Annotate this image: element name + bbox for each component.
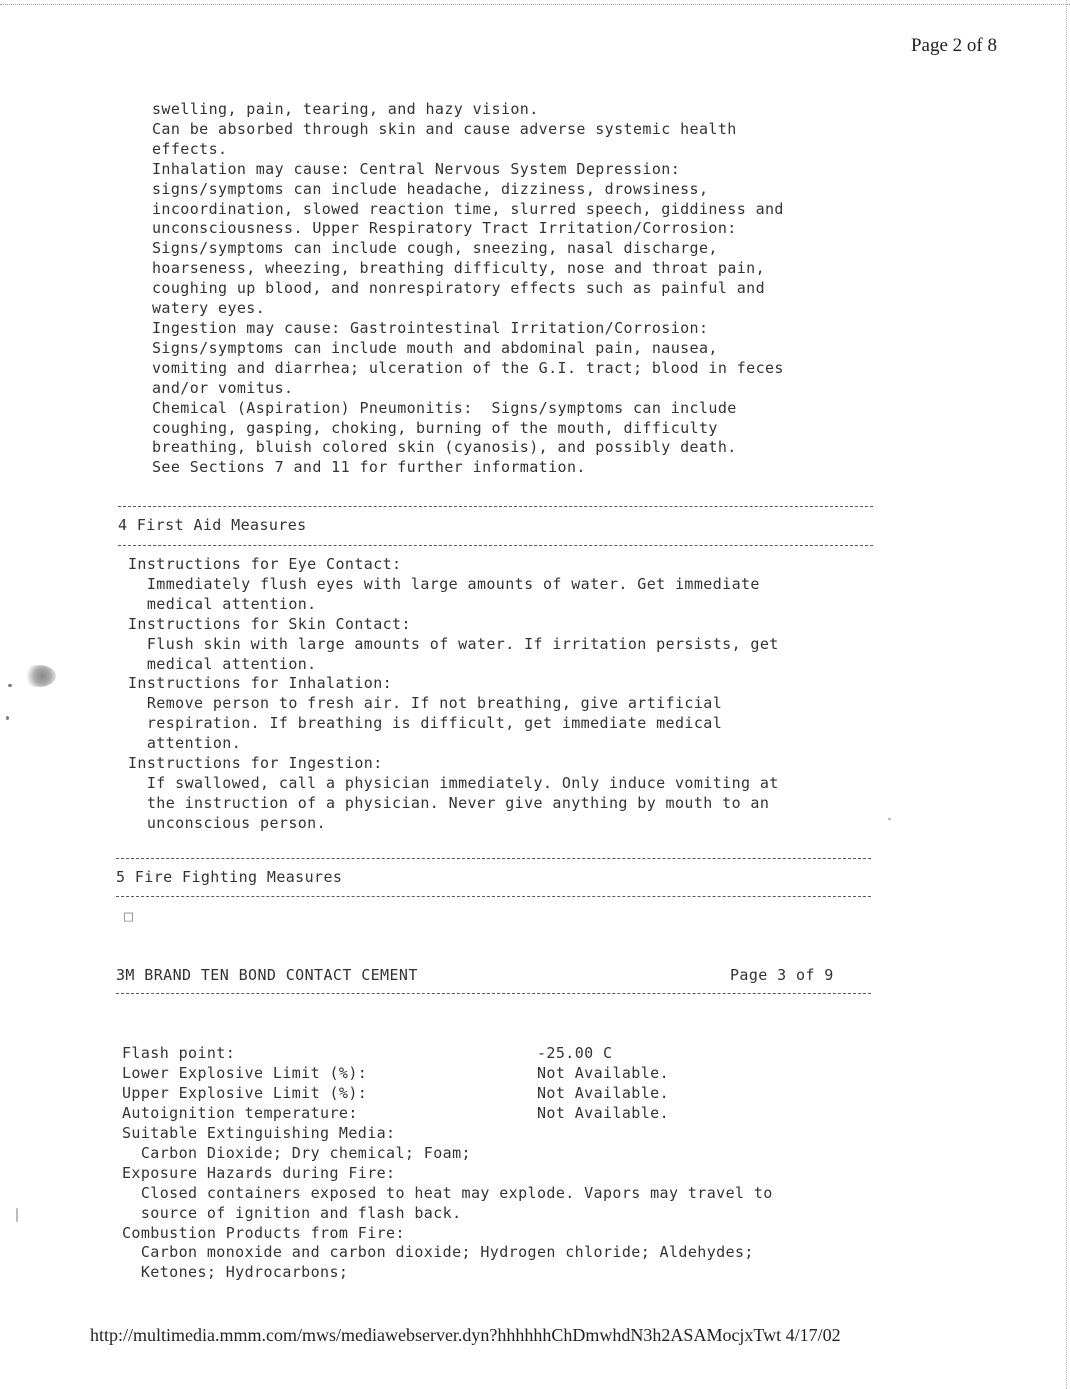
- text-line: the instruction of a physician. Never give anything by mouth to an: [128, 793, 770, 812]
- text-line: Instructions for Skin Contact:: [128, 614, 411, 633]
- property-label: Upper Explosive Limit (%):: [122, 1083, 368, 1102]
- text-line: Suitable Extinguishing Media:: [122, 1124, 396, 1142]
- fire-details: [122, 1124, 773, 1283]
- text-line: unconsciousness. Upper Respiratory Tract Irritation/Corrosion:: [152, 219, 737, 238]
- text-line: vomiting and diarrhea; ulceration of the G.I. tract; blood in feces: [152, 358, 784, 377]
- text-line: Signs/symptoms can include mouth and abdominal pain, nausea,: [152, 338, 718, 357]
- inner-header-rule: [116, 993, 871, 994]
- text-line: effects.: [152, 139, 228, 158]
- text-line: Ketones; Hydrocarbons;: [122, 1263, 349, 1282]
- text-line: Combustion Products from Fire:: [122, 1223, 405, 1242]
- text-line: coughing, gasping, choking, burning of the mouth, difficulty: [152, 418, 718, 437]
- scan-speck: [8, 684, 12, 687]
- property-label: Flash point:: [122, 1044, 236, 1062]
- text-line: and/or vomitus.: [152, 378, 294, 397]
- scan-smudge: [22, 665, 56, 687]
- section4-body: [128, 555, 779, 834]
- inner-page-number: Page 3 of 9: [730, 966, 834, 984]
- text-line: respiration. If breathing is difficult, get immediate medical: [128, 714, 723, 733]
- page-number: Page 2 of 8: [910, 35, 997, 56]
- text-line: incoordination, slowed reaction time, slurred speech, giddiness and: [152, 199, 784, 218]
- property-value: Not Available.: [537, 1103, 670, 1122]
- text-line: Ingestion may cause: Gastrointestinal Irritation/Corrosion:: [152, 318, 709, 337]
- scan-speck: [16, 1208, 18, 1222]
- section4-rule-top: [118, 506, 873, 507]
- property-value: Not Available.: [537, 1083, 670, 1102]
- text-line: Signs/symptoms can include cough, sneezing, nasal discharge,: [152, 239, 718, 258]
- text-line: unconscious person.: [128, 813, 327, 832]
- text-line: Instructions for Inhalation:: [128, 674, 393, 693]
- text-line: Carbon monoxide and carbon dioxide; Hydrogen chloride; Aldehydes;: [122, 1243, 754, 1262]
- section5-title: 5 Fire Fighting Measures: [116, 868, 343, 886]
- text-line: If swallowed, call a physician immediately. Only induce vomiting at: [128, 773, 779, 792]
- text-line: Instructions for Ingestion:: [128, 754, 383, 773]
- text-line: Exposure Hazards during Fire:: [122, 1163, 396, 1182]
- text-line: signs/symptoms can include headache, dizziness, drowsiness,: [152, 179, 709, 198]
- footer-url: http://multimedia.mmm.com/mws/mediawebserver.dyn?hhhhhhChDmwhdN3h2ASAMocjxTwt 4/17/02: [90, 1325, 841, 1345]
- text-line: Remove person to fresh air. If not breathing, give artificial: [128, 694, 723, 713]
- section4-title: 4 First Aid Measures: [118, 516, 307, 534]
- text-line: Instructions for Eye Contact:: [128, 555, 402, 573]
- text-line: watery eyes.: [152, 299, 266, 318]
- text-line: Closed containers exposed to heat may explode. Vapors may travel to: [122, 1183, 773, 1202]
- section4-rule-bottom: [118, 545, 873, 546]
- scan-speck: [6, 716, 9, 720]
- scan-top-edge: [0, 4, 1070, 5]
- text-line: See Sections 7 and 11 for further information.: [152, 458, 586, 477]
- text-line: Chemical (Aspiration) Pneumonitis: Signs/symptoms can include: [152, 398, 737, 417]
- text-line: swelling, pain, tearing, and hazy vision.: [152, 100, 539, 118]
- section5-marker: □: [124, 907, 134, 925]
- property-label: Lower Explosive Limit (%):: [122, 1063, 368, 1082]
- text-line: coughing up blood, and nonrespiratory effects such as painful and: [152, 279, 765, 298]
- text-line: medical attention.: [128, 594, 317, 613]
- text-line: source of ignition and flash back.: [122, 1203, 462, 1222]
- text-line: Carbon Dioxide; Dry chemical; Foam;: [122, 1143, 471, 1162]
- text-line: Inhalation may cause: Central Nervous System Depression:: [152, 159, 681, 178]
- property-value: -25.00 C: [537, 1044, 613, 1062]
- scan-right-edge: [1066, 0, 1067, 1389]
- section5-rule-top: [116, 858, 871, 859]
- product-name: 3M BRAND TEN BOND CONTACT CEMENT: [116, 966, 418, 984]
- property-label: Autoignition temperature:: [122, 1103, 358, 1122]
- section3-continuation: [152, 100, 784, 478]
- text-line: medical attention.: [128, 654, 317, 673]
- section5-rule-bottom: [116, 896, 871, 897]
- text-line: Flush skin with large amounts of water. If irritation persists, get: [128, 634, 779, 653]
- text-line: Immediately flush eyes with large amounts of water. Get immediate: [128, 574, 760, 593]
- text-line: breathing, bluish colored skin (cyanosis), and possibly death.: [152, 438, 737, 457]
- scan-speck: [888, 818, 891, 820]
- property-value: Not Available.: [537, 1063, 670, 1082]
- text-line: Can be absorbed through skin and cause adverse systemic health: [152, 119, 737, 138]
- text-line: attention.: [128, 734, 242, 753]
- text-line: hoarseness, wheezing, breathing difficulty, nose and throat pain,: [152, 259, 765, 278]
